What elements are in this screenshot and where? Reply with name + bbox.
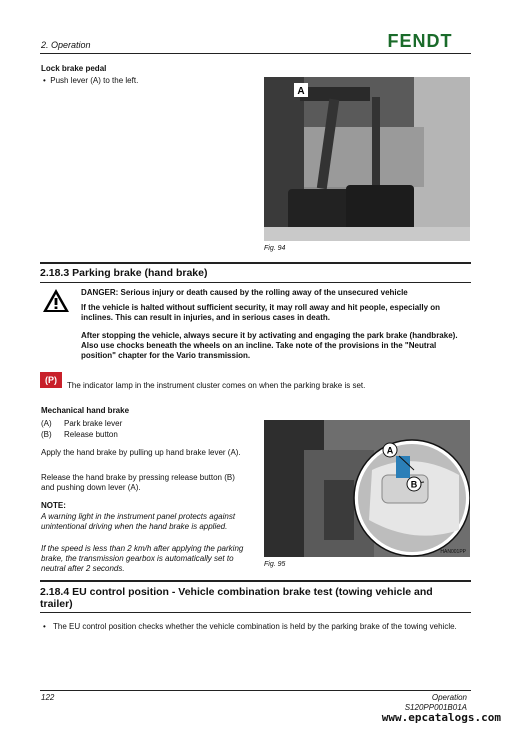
footer-rule (40, 690, 471, 691)
figure-95-code: HAN001PP (440, 549, 466, 555)
figure-94-brake-pedals (264, 77, 470, 241)
figure-95-caption: Fig. 95 (264, 561, 286, 568)
danger-triangle-icon (42, 288, 70, 318)
mechanical-paragraph-1: Apply the hand brake by pulling up hand brake lever (A). (41, 448, 241, 457)
figure-94-caption: Fig. 94 (264, 245, 286, 252)
section-2184-title-line-2: trailer) (40, 598, 73, 610)
danger-paragraph-1: If the vehicle is halted without sufficient security, it may roll away and hit people, especially on inclines. This can result in injuries, and in serious cases in death. (81, 303, 441, 322)
section-2184-rule-top (40, 580, 471, 582)
section-2184-rule-bottom (40, 612, 471, 613)
figure-95-label-b: B (410, 479, 418, 490)
legend-item-a (41, 419, 122, 429)
danger-heading: DANGER: Serious injury or death caused by the rolling away of the unsecured vehicle (81, 288, 408, 297)
bullet-icon: • (43, 622, 46, 631)
legend-item-b (41, 430, 118, 440)
section-2183-title: 2.18.3 Parking brake (hand brake) (40, 267, 208, 279)
section-2184-bullet-text: The EU control position checks whether the vehicle combination is held by the parking brake of the towing vehicle. (53, 622, 457, 631)
parking-brake-lamp-icon (40, 372, 62, 388)
section-2184-bullet (43, 622, 463, 632)
figure-95-hand-brake (264, 420, 470, 557)
footer-page-number: 122 (41, 693, 55, 702)
mechanical-heading: Mechanical hand brake (41, 406, 130, 415)
danger-paragraph-2: After stopping the vehicle, always secure it by activating and engaging the park brake (handbrake). Also use chocks beneath the wheels on an incline. Take note of the provisions in the "Neutral position" chapter for the Vario transmission. (81, 331, 458, 360)
section-2183-rule-top (40, 262, 471, 264)
bullet-icon: • (43, 76, 51, 85)
legend-key-b: (B) (41, 430, 52, 439)
lamp-text: The indicator lamp in the instrument cluster comes on when the parking brake is set. (67, 381, 366, 390)
footer-chapter: Operation (431, 693, 467, 702)
parking-brake-lamp-glyph: (P) (45, 375, 57, 385)
note-paragraph-2: If the speed is less than 2 km/h after applying the parking brake, the transmission gearbox is automatically set to neutral after 2 seconds. (41, 544, 244, 573)
fendt-logo-text: FENDT (387, 31, 453, 50)
mechanical-paragraph-2: Release the hand brake by pressing release button (B) and pushing down lever (A). (41, 473, 235, 492)
section-2183-rule-bottom (40, 282, 471, 283)
figure-94-label-a: A (297, 86, 305, 97)
legend-label-b: Release button (64, 430, 118, 439)
note-paragraph-1: A warning light in the instrument panel protects against unintentional driving when the hand brake is applied. (41, 512, 236, 531)
running-header-section: 2. Operation (41, 40, 91, 50)
legend-key-a: (A) (41, 419, 52, 428)
fendt-logo (370, 30, 470, 50)
footer-doc-code: S120PP001B01A (404, 703, 467, 712)
lock-pedal-bullet-text: Push lever (A) to the left. (50, 76, 139, 85)
legend-label-a: Park brake lever (64, 419, 123, 428)
watermark-url: www.epcatalogs.com (381, 711, 501, 724)
lock-pedal-heading: Lock brake pedal (41, 64, 107, 73)
figure-95-label-a: A (386, 445, 394, 456)
header-rule (40, 53, 471, 54)
note-heading: NOTE: (41, 501, 66, 510)
section-2184-title-line-1: 2.18.4 EU control position - Vehicle combination brake test (towing vehicle and (40, 586, 433, 598)
lock-pedal-bullet (43, 76, 138, 86)
